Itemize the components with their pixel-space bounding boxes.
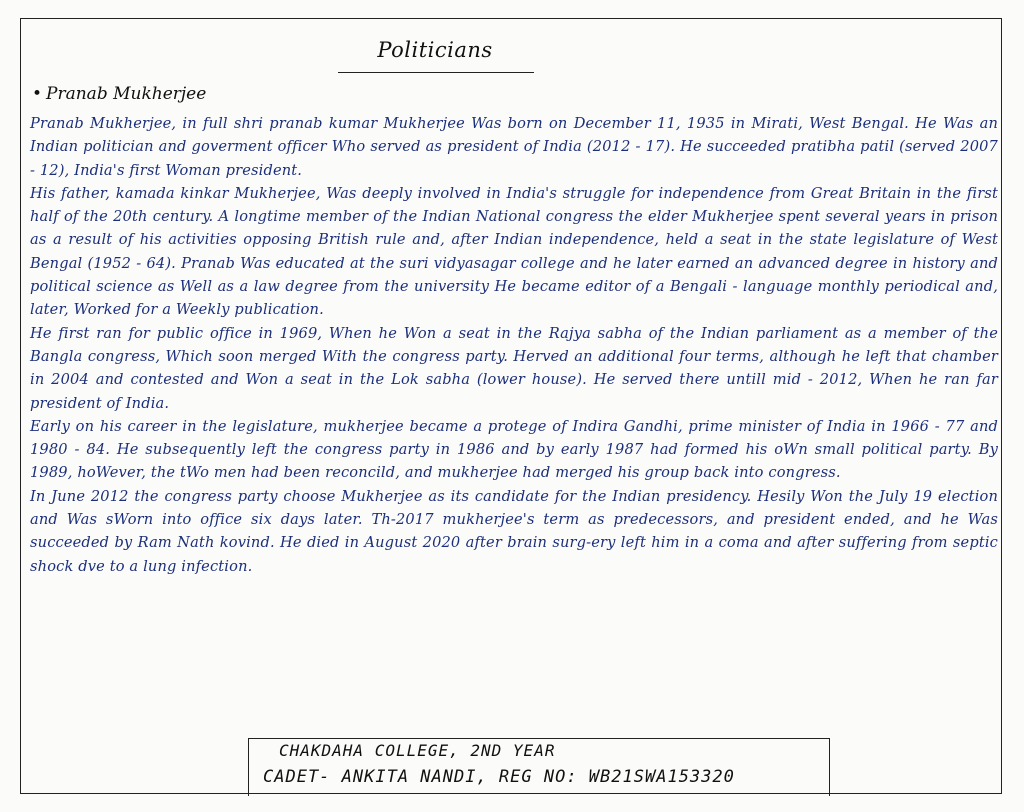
essay-body <box>30 112 998 578</box>
college-line: CHAKDAHA COLLEGE, 2ND YEAR <box>279 741 556 760</box>
cadet-line: CADET- ANKITA NANDI, REG NO: WB21SWA153320 <box>263 767 735 787</box>
subject-heading <box>32 84 206 104</box>
paragraph-presidency: In June 2012 the congress party choose Mukherjee as its candidate for the Indian presidency. Hesily Won the July 19 election and Was sWorn into office six days later. Th-2017 mukherjee's term as predecessors, and president ended, and he Was succeeded by Ram Nath kovind. He died in August 2020 after brain surg-ery left him in a coma and after suffering from septic shock dve to a lung infection. <box>30 487 998 575</box>
title-underline <box>338 72 534 73</box>
bullet-icon: • <box>32 84 43 104</box>
subject-name: Pranab Mukherjee <box>46 84 207 104</box>
student-info-box <box>248 738 830 796</box>
page-title: Politicians <box>377 38 493 62</box>
paragraph-parliament: He first ran for public office in 1969, When he Won a seat in the Rajya sabha of the Indian parliament as a member of the Bangla congress, Which soon merged With the congress party. Herved an additional four terms, although he left that chamber in 2004 and contested and Won a seat in the Lok sabha (lower house). He served there untill mid - 2012, When he ran far president of India. <box>30 324 998 412</box>
paragraph-career: Early on his career in the legislature, mukherjee became a protege of Indira Gandhi, prime minister of India in 1966 - 77 and 1980 - 84. He subsequently left the congress party in 1986 and by early 1987 had formed his oWn small political party. By 1989, hoWever, the tWo men had been reconcild, and mukherjee had merged his group back into congress. <box>30 417 998 482</box>
paragraph-birth: Pranab Mukherjee, in full shri pranab kumar Mukherjee Was born on December 11, 1935 in Mirati, West Bengal. He Was an Indian politician and goverment officer Who served as president of India (2012 - 17). He succeeded pratibha patil (served 2007 - 12), India's first Woman president. <box>30 115 998 179</box>
paragraph-family-education: His father, kamada kinkar Mukherjee, Was deeply involved in India's struggle for independence from Great Britain in the first half of the 20th century. A longtime member of the Indian National congress the elder Mukherjee spent several years in prison as a result of his activities opposing British rule and, after Indian independence, held a seat in the state legislature of West Bengal (1952 - 64). Pranab Was educated at the suri vidyasagar college and he later earned an advanced degree in history and political science as Well as a law degree from the university He became editor of a Bengali - language monthly periodical and, later, Worked for a Weekly publication. <box>30 184 998 319</box>
